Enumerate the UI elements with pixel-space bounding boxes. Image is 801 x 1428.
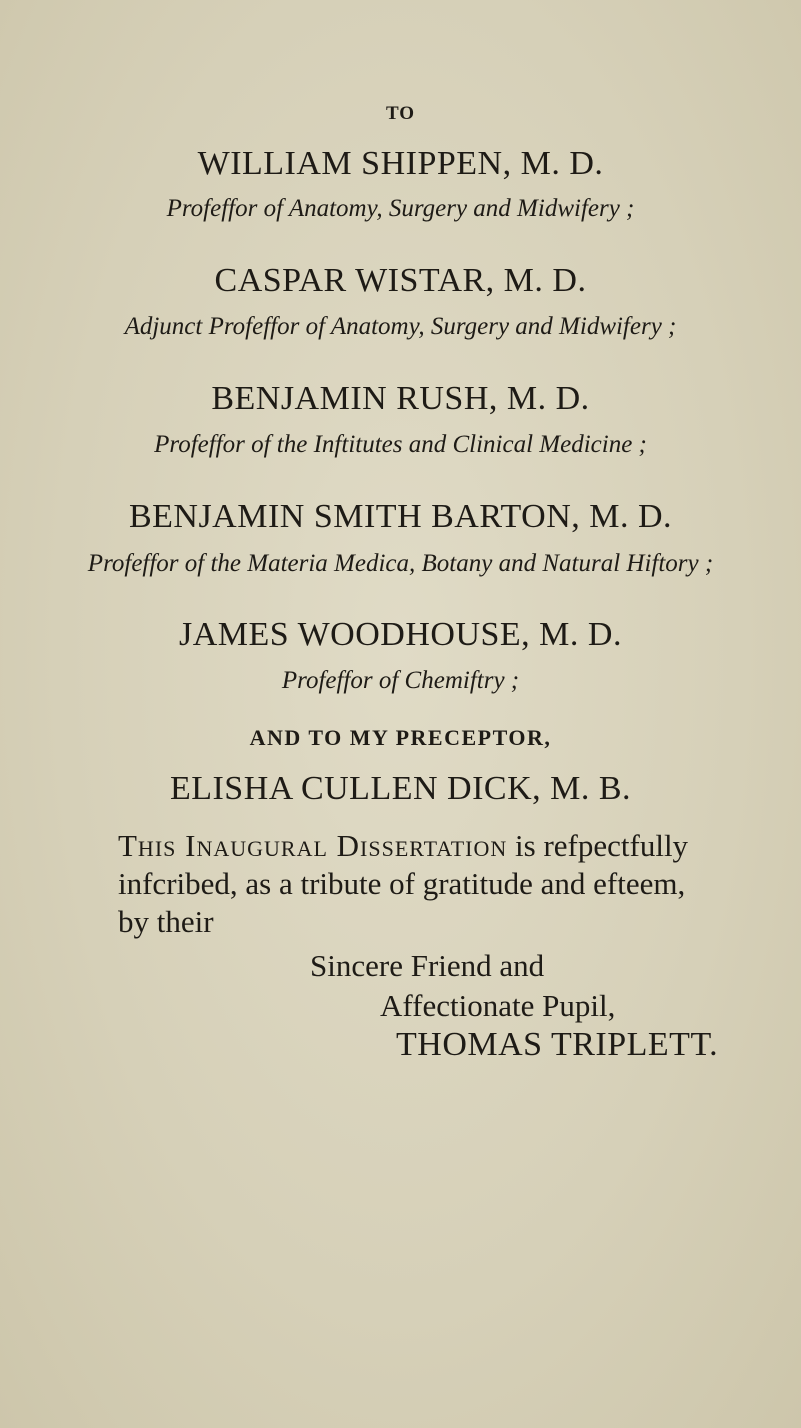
dedicatee-title-woodhouse: Profeffor of Chemiftry ;	[281, 667, 520, 694]
dedicatee-name-wistar: CASPAR WISTAR, M. D.	[214, 262, 587, 299]
signature-name: THOMAS TRIPLETT.	[396, 1026, 719, 1063]
dedicatee-name-shippen: WILLIAM SHIPPEN, M. D.	[197, 145, 604, 182]
preceptor-name: ELISHA CULLEN DICK, M. B.	[169, 770, 632, 807]
heading-to: TO	[385, 103, 416, 124]
dedicatee-title-shippen: Profeffor of Anatomy, Surgery and Midwifery ;	[166, 195, 635, 222]
dedication-text: is refpectfully infcribed, as a tribute of gratitude and efteem, by their	[118, 828, 689, 939]
preceptor-intro: AND TO MY PRECEPTOR,	[249, 725, 552, 750]
dedicatee-title-wistar: Adjunct Profeffor of Anatomy, Surgery and Midwifery ;	[124, 313, 677, 340]
dedicatee-name-barton: BENJAMIN SMITH BARTON, M. D.	[128, 498, 673, 535]
dedication-paragraph	[118, 827, 718, 941]
dedication-lead: This Inaugural Dissertation	[118, 828, 508, 863]
dedicatee-title-rush: Profeffor of the Inftitutes and Clinical Medicine ;	[154, 431, 647, 458]
dedicatee-title-barton: Profeffor of the Materia Medica, Botany and Natural Hiftory ;	[87, 550, 714, 577]
dedicatee-name-woodhouse: JAMES WOODHOUSE, M. D.	[179, 616, 622, 653]
signature-closing-line2: Affectionate Pupil,	[380, 988, 616, 1023]
signature-closing-line1: Sincere Friend and	[310, 948, 545, 983]
dedicatee-name-rush: BENJAMIN RUSH, M. D.	[211, 380, 590, 417]
